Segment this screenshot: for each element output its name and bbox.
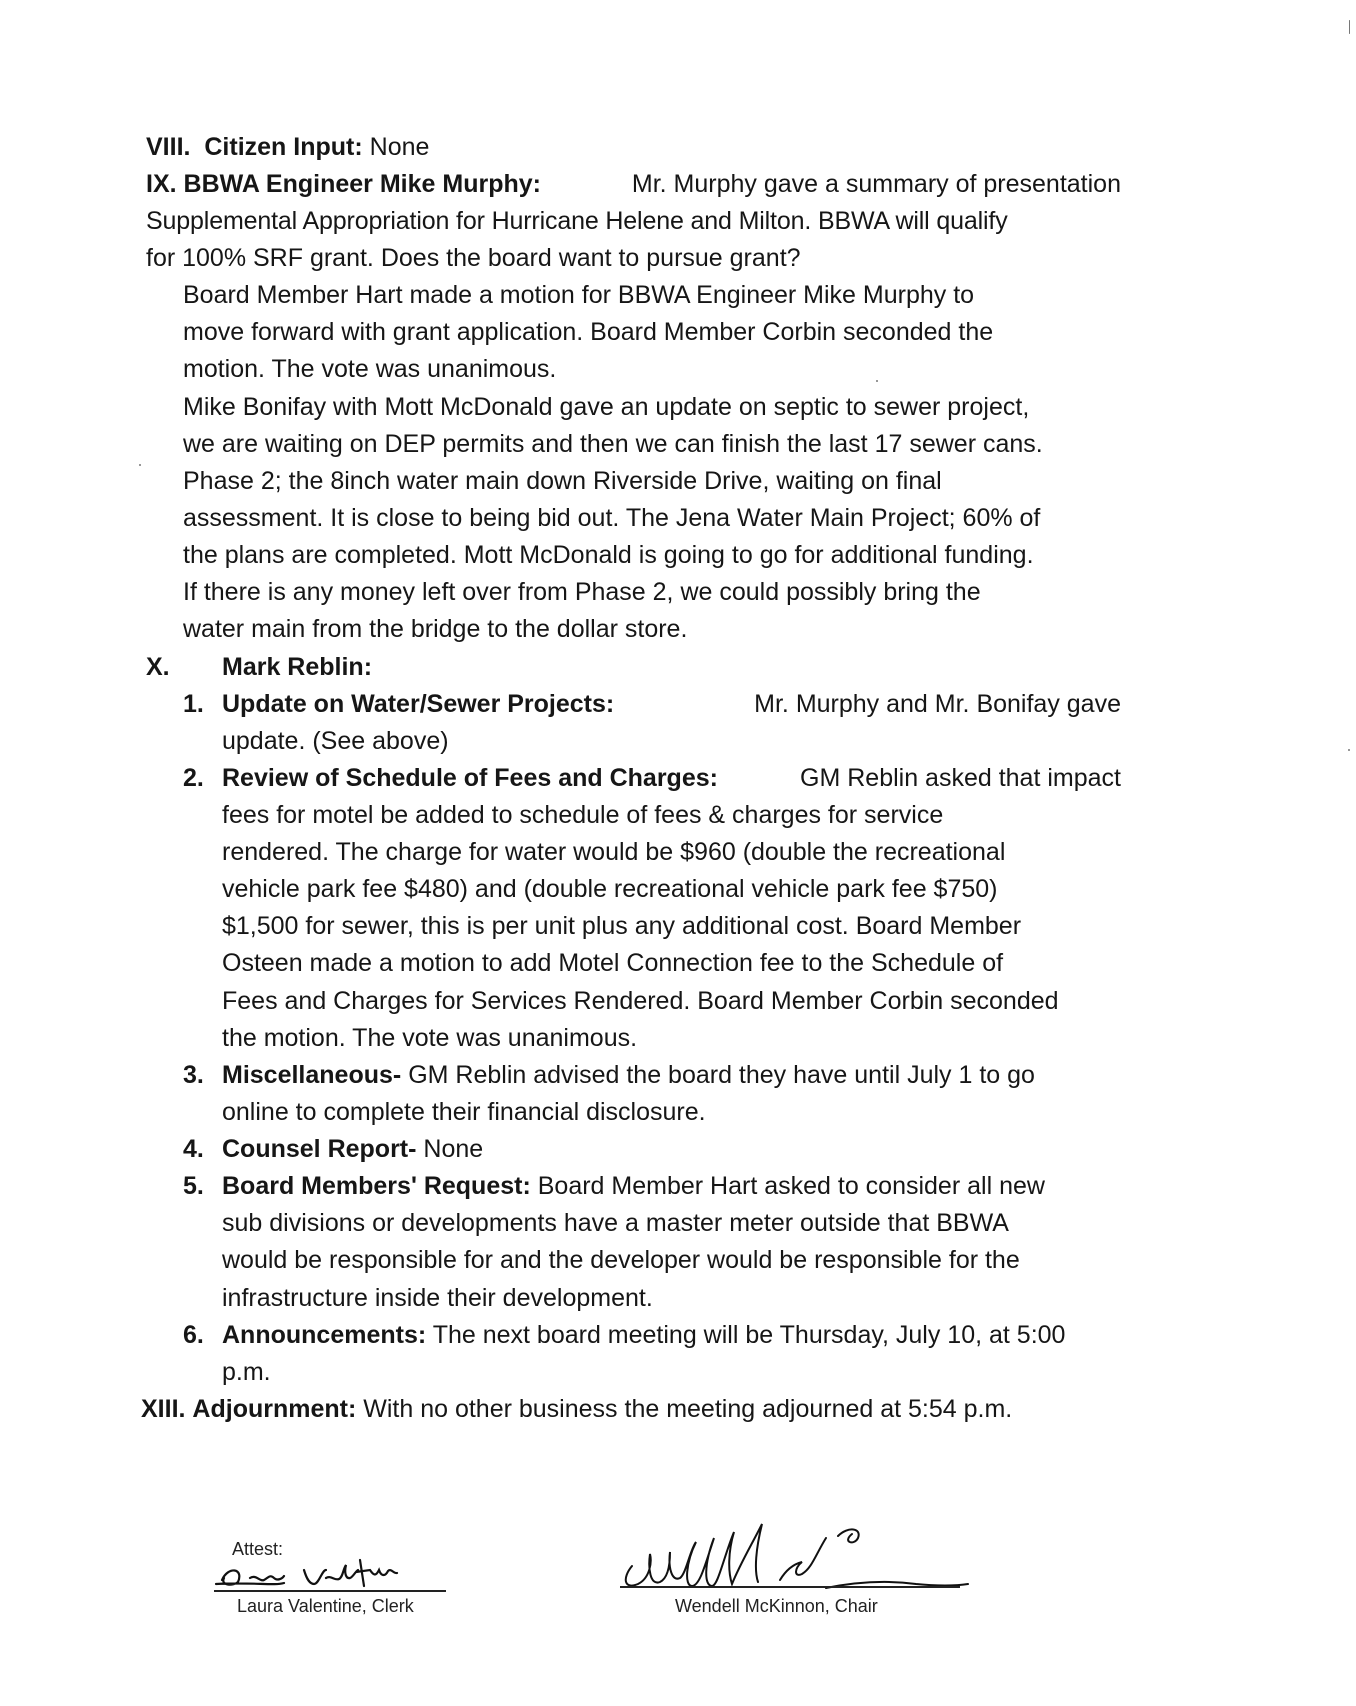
clerk-signature-line [214, 1590, 446, 1592]
item-number-text: 5. [183, 1172, 204, 1200]
chair-caption: Wendell McKinnon, Chair [675, 1596, 878, 1616]
list-item-line: fees for motel be added to schedule of fees & charges for service [222, 801, 944, 829]
item-number-text: 2. [183, 764, 204, 792]
section-ix-paragraph-line: water main from the bridge to the dollar store. [183, 615, 688, 643]
list-item-first-line [222, 686, 1121, 724]
list-item-text: Board Member Hart asked to consider all new [537, 1172, 1045, 1200]
list-item-heading: Board Members' Request: [222, 1172, 531, 1200]
section-xiii-heading: Adjournment: [192, 1395, 357, 1423]
list-item-line: $1,500 for sewer, this is per unit plus any additional cost. Board Member [222, 912, 1022, 940]
list-item-heading: Counsel Report- [222, 1135, 417, 1163]
item-number-text: 6. [183, 1321, 204, 1349]
section-ix-line: Supplemental Appropriation for Hurricane Helene and Milton. BBWA will qualify [146, 207, 1008, 235]
chair-signature-image [612, 1506, 972, 1598]
list-item-heading: Update on Water/Sewer Projects: [222, 690, 615, 718]
list-item-number [183, 1317, 204, 1355]
section-x-num-text: X. [146, 653, 170, 681]
section-viii [146, 129, 429, 167]
list-item-heading: Miscellaneous- [222, 1061, 402, 1089]
section-ix-heading: BBWA Engineer Mike Murphy: [183, 170, 541, 198]
section-xiii-number: XIII. [141, 1395, 186, 1423]
clerk-caption: Laura Valentine, Clerk [237, 1596, 414, 1616]
section-ix-paragraph-line: we are waiting on DEP permits and then we can finish the last 17 sewer cans. [183, 430, 1043, 458]
item-number-text: 4. [183, 1135, 204, 1163]
list-item-first-line [222, 1057, 1035, 1095]
list-item-first-line [222, 1317, 1065, 1355]
list-item-text: GM Reblin advised the board they have until July 1 to go [408, 1061, 1035, 1089]
list-item-line: vehicle park fee $480) and (double recreational vehicle park fee $750) [222, 875, 998, 903]
list-item-first-line [222, 1131, 483, 1169]
list-item-line: the motion. The vote was unanimous. [222, 1024, 638, 1052]
list-item-line: sub divisions or developments have a master meter outside that BBWA [222, 1209, 1009, 1237]
scan-speck [1349, 20, 1350, 34]
section-ix-paragraph-line [183, 277, 1121, 315]
list-item-text: GM Reblin asked that impact [800, 764, 1121, 792]
list-item-line: p.m. [222, 1358, 271, 1386]
list-item-first-line [222, 760, 1121, 798]
attest-label: Attest: [232, 1539, 284, 1559]
clerk-signature-image [214, 1556, 454, 1592]
list-item-line: update. (See above) [222, 727, 449, 755]
list-item-number [183, 1057, 204, 1095]
list-item-heading: Review of Schedule of Fees and Charges: [222, 764, 718, 792]
section-ix-paragraph-line: If there is any money left over from Phase 2, we could possibly bring the [183, 578, 981, 606]
list-item-line: infrastructure inside their development. [222, 1284, 653, 1312]
list-item-text: Mr. Murphy and Mr. Bonifay gave [754, 690, 1121, 718]
scan-speck [876, 380, 878, 382]
list-item-heading: Announcements: [222, 1321, 427, 1349]
section-ix-first-line [146, 166, 1121, 204]
list-item-text: The next board meeting will be Thursday, July 10, at 5:00 [432, 1321, 1066, 1349]
chair-signature-line [620, 1586, 960, 1588]
section-xiii-text: With no other business the meeting adjourned at 5:54 p.m. [363, 1395, 1013, 1423]
section-viii-text: None [369, 133, 430, 161]
scan-speck [139, 464, 141, 466]
section-ix-number: IX. [146, 170, 177, 198]
list-item-line: Fees and Charges for Services Rendered. Board Member Corbin seconded [222, 987, 1059, 1015]
item-number-text: 3. [183, 1061, 204, 1089]
paragraph-text: Board Member Hart made a motion for BBWA Engineer Mike Murphy to [183, 281, 975, 309]
section-x-heading-text: Mark Reblin: [222, 653, 373, 681]
list-item-number [183, 760, 204, 798]
list-item-number [183, 1131, 204, 1169]
list-item-line: would be responsible for and the developer would be responsible for the [222, 1246, 1020, 1274]
section-viii-heading: Citizen Input: [204, 133, 363, 161]
list-item-line: online to complete their financial disclosure. [222, 1098, 706, 1126]
section-ix-line: Mr. Murphy gave a summary of presentation [631, 170, 1121, 198]
list-item-line: Osteen made a motion to add Motel Connection fee to the Schedule of [222, 949, 1004, 977]
section-ix-paragraph-line: motion. The vote was unanimous. [183, 355, 557, 383]
list-item-number [183, 1168, 204, 1206]
section-ix-paragraph-line: the plans are completed. Mott McDonald is going to go for additional funding. [183, 541, 1034, 569]
item-number-text: 1. [183, 690, 204, 718]
section-x-heading [222, 649, 372, 687]
section-ix-paragraph-line: Mike Bonifay with Mott McDonald gave an update on septic to sewer project, [183, 393, 1030, 421]
list-item-number [183, 686, 204, 724]
section-viii-number: VIII. [146, 133, 191, 161]
list-item-line: rendered. The charge for water would be $960 (double the recreational [222, 838, 1006, 866]
section-ix-paragraph-line: assessment. It is close to being bid out. The Jena Water Main Project; 60% of [183, 504, 1041, 532]
section-x-number [146, 649, 170, 687]
section-ix-line: for 100% SRF grant. Does the board want to pursue grant? [146, 244, 801, 272]
section-ix-paragraph-line: move forward with grant application. Board Member Corbin seconded the [183, 318, 994, 346]
list-item-text: None [423, 1135, 484, 1163]
list-item-first-line [222, 1168, 1045, 1206]
section-xiii [141, 1391, 1012, 1429]
section-ix-paragraph-line: Phase 2; the 8inch water main down Riverside Drive, waiting on final [183, 467, 942, 495]
scan-speck [1348, 749, 1350, 751]
